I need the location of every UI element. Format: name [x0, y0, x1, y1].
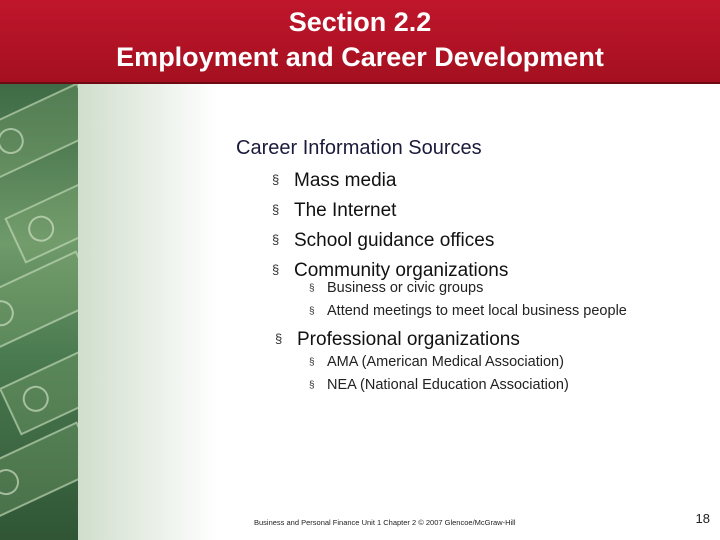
slide-title-line-1: Section 2.2: [288, 7, 432, 37]
banknote-graphic: [0, 250, 78, 353]
sublist-item-text: NEA (National Education Association): [327, 377, 569, 393]
sublist-item-text: Business or civic groups: [327, 280, 484, 296]
sources-list: [272, 165, 508, 285]
bullet-icon: §: [309, 357, 315, 368]
page-number: 18: [695, 511, 710, 526]
banknote-seal-icon: [0, 124, 28, 159]
sublist-item-text: Attend meetings to meet local business people: [327, 303, 627, 319]
money-background-image: [0, 84, 78, 540]
professional-sublist: [309, 351, 569, 397]
banknote-seal-icon: [0, 296, 18, 331]
list-item-text: Professional organizations: [297, 329, 520, 350]
slide-title-line-2: Employment and Career Development: [116, 42, 604, 72]
list-item-text: Community organizations: [294, 260, 509, 281]
list-item: [272, 225, 508, 255]
list-item: [272, 165, 508, 195]
background-fade: [78, 84, 218, 540]
list-item-text: School guidance offices: [294, 230, 495, 251]
banknote-graphic: [0, 84, 78, 180]
bullet-icon: §: [272, 262, 280, 277]
banknote-seal-icon: [18, 382, 53, 417]
professional-organizations-item: [275, 326, 520, 353]
list-item-text: The Internet: [294, 200, 397, 221]
banknote-graphic: [4, 174, 78, 263]
sublist-item: [309, 300, 627, 323]
banknote-graphic: [0, 344, 78, 435]
slide-header: [0, 0, 720, 84]
banknote-graphic: [0, 421, 78, 520]
banknote-seal-icon: [0, 465, 23, 500]
slide-footer: Business and Personal Finance Unit 1 Chapter 2 © 2007 Glencoe/McGraw-Hill: [254, 518, 516, 527]
list-item-text: Mass media: [294, 170, 397, 191]
slide-subtitle: Career Information Sources: [236, 137, 482, 159]
bullet-icon: §: [272, 172, 280, 187]
sublist-item-text: AMA (American Medical Association): [327, 354, 564, 370]
list-item: [272, 195, 508, 225]
bullet-icon: §: [275, 331, 283, 346]
sublist-item: [309, 374, 569, 397]
bullet-icon: §: [309, 283, 315, 294]
banknote-seal-icon: [24, 211, 59, 246]
sublist-item: [309, 277, 627, 300]
bullet-icon: §: [272, 232, 280, 247]
bullet-icon: §: [309, 306, 315, 317]
bullet-icon: §: [309, 380, 315, 391]
sublist-item: [309, 351, 569, 374]
community-sublist: [309, 277, 627, 323]
bullet-icon: §: [272, 202, 280, 217]
